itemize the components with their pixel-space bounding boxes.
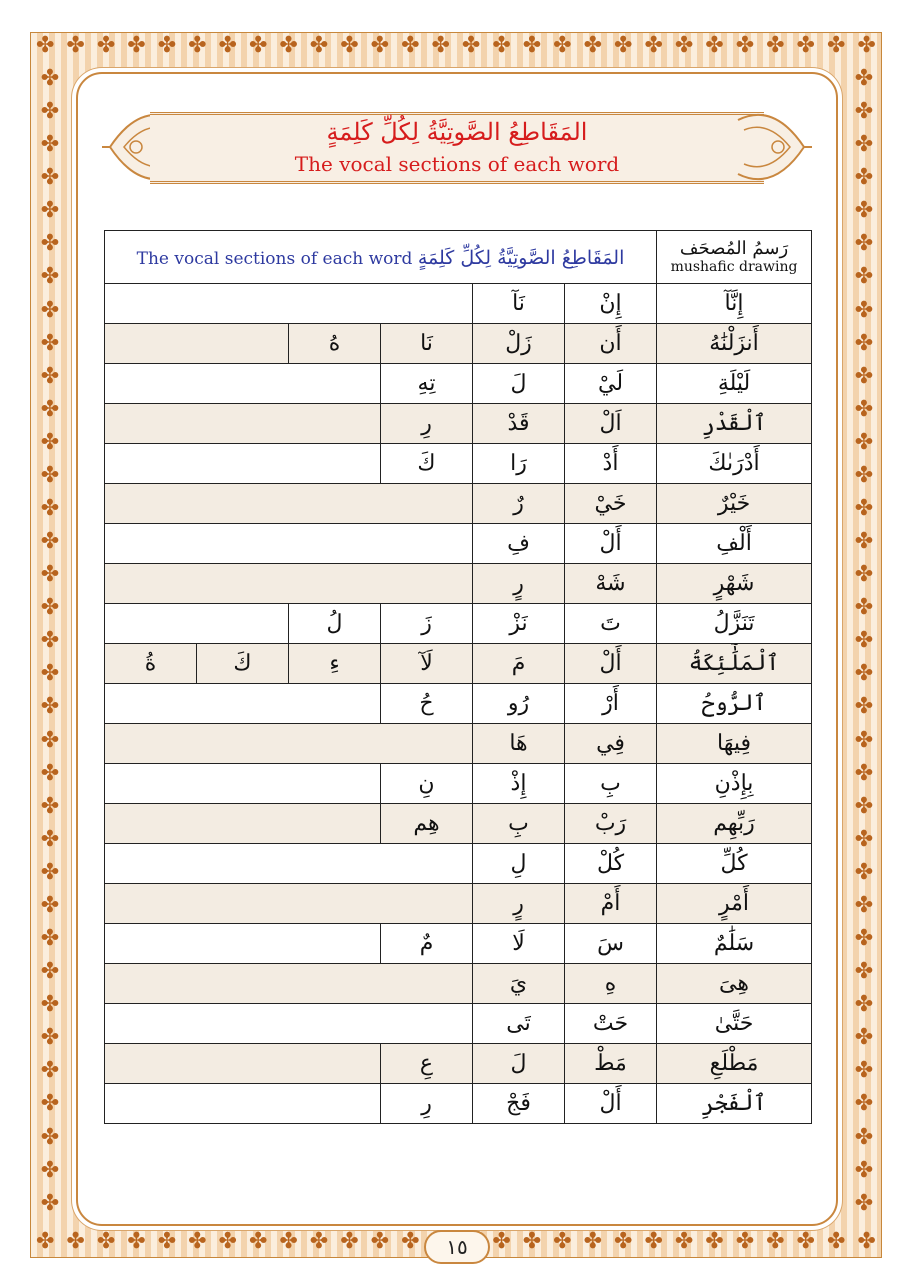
empty-cell bbox=[105, 1004, 473, 1044]
syllable-cell: فِي bbox=[565, 724, 657, 764]
syllable-cell: رٍ bbox=[473, 564, 565, 604]
table-row bbox=[105, 1044, 812, 1084]
table-row bbox=[105, 604, 812, 644]
table-row bbox=[105, 724, 812, 764]
table-row bbox=[105, 324, 812, 364]
table-row bbox=[105, 844, 812, 884]
syllable-cell: بِ bbox=[565, 764, 657, 804]
syllable-cell: رٌ bbox=[473, 484, 565, 524]
mushaf-word-cell: مَطْلَعِ bbox=[657, 1044, 812, 1084]
empty-cell bbox=[105, 364, 381, 404]
cartouche-ornament-right bbox=[736, 100, 814, 194]
syllable-cell: حُ bbox=[381, 684, 473, 724]
table-row bbox=[105, 964, 812, 1004]
table-row bbox=[105, 444, 812, 484]
mushaf-word-cell: إِنَّآ bbox=[657, 284, 812, 324]
table-header-row bbox=[105, 231, 812, 284]
syllable-cell: كُلْ bbox=[565, 844, 657, 884]
syllable-cell: أَلْ bbox=[565, 524, 657, 564]
mushaf-word-cell: ٱلْمَلَٰٓئِكَةُ bbox=[657, 644, 812, 684]
empty-cell bbox=[105, 284, 473, 324]
syllable-cell: لِ bbox=[473, 844, 565, 884]
border-ornament-top: ✤ ✤ ✤ ✤ ✤ ✤ ✤ ✤ ✤ ✤ ✤ ✤ ✤ ✤ ✤ ✤ ✤ ✤ ✤ ✤ ✤ ✤ ✤ ✤ ✤ ✤ ✤ ✤ bbox=[36, 33, 876, 58]
table-row bbox=[105, 644, 812, 684]
syllable-cell: تِهِ bbox=[381, 364, 473, 404]
empty-cell bbox=[105, 564, 473, 604]
empty-cell bbox=[105, 804, 381, 844]
empty-cell bbox=[105, 724, 473, 764]
mushaf-word-cell: أَنزَلْنَٰهُ bbox=[657, 324, 812, 364]
syllable-cell: رُو bbox=[473, 684, 565, 724]
mushaf-word-cell: تَنَزَّلُ bbox=[657, 604, 812, 644]
syllable-cell: زَلْ bbox=[473, 324, 565, 364]
syllable-cell: لَا bbox=[473, 924, 565, 964]
mushaf-word-cell: أَمْرٍ bbox=[657, 884, 812, 924]
empty-cell bbox=[105, 684, 381, 724]
syllable-cell: هُ bbox=[289, 324, 381, 364]
mushaf-word-cell: بِإِذْنِ bbox=[657, 764, 812, 804]
header-sections-english: The vocal sections of each word bbox=[136, 248, 413, 269]
syllable-cell: أَلْ bbox=[565, 644, 657, 684]
empty-cell bbox=[105, 484, 473, 524]
header-sections bbox=[105, 231, 657, 284]
empty-cell bbox=[105, 844, 473, 884]
syllable-cell: رٍ bbox=[473, 884, 565, 924]
syllable-cell: سَ bbox=[565, 924, 657, 964]
mushaf-word-cell: شَهْرٍ bbox=[657, 564, 812, 604]
syllable-cell: عِ bbox=[381, 1044, 473, 1084]
syllable-cell: فِ bbox=[473, 524, 565, 564]
table-row bbox=[105, 564, 812, 604]
empty-cell bbox=[105, 404, 381, 444]
empty-cell bbox=[105, 1044, 381, 1084]
mushaf-word-cell: ٱلْفَجْرِ bbox=[657, 1084, 812, 1124]
mushaf-word-cell: هِىَ bbox=[657, 964, 812, 1004]
empty-cell bbox=[105, 884, 473, 924]
mushaf-word-cell: حَتَّىٰ bbox=[657, 1004, 812, 1044]
syllable-cell: ةُ bbox=[105, 644, 197, 684]
syllable-cell: هِ bbox=[565, 964, 657, 1004]
syllable-cell: هِم bbox=[381, 804, 473, 844]
syllable-cell: نَآ bbox=[473, 284, 565, 324]
syllable-cell: مَ bbox=[473, 644, 565, 684]
table-row bbox=[105, 484, 812, 524]
header-sections-arabic: المَقَاطِعُ الصَّوتِيَّةُ لِكُلِّ كَلِمَةٍ bbox=[417, 246, 625, 269]
empty-cell bbox=[105, 324, 289, 364]
table-row bbox=[105, 804, 812, 844]
empty-cell bbox=[105, 444, 381, 484]
table-row bbox=[105, 364, 812, 404]
table-row bbox=[105, 684, 812, 724]
border-ornament-right: ✤ ✤ ✤ ✤ ✤ ✤ ✤ ✤ ✤ ✤ ✤ ✤ ✤ ✤ ✤ ✤ ✤ ✤ ✤ ✤ ✤ ✤ ✤ ✤ ✤ ✤ ✤ ✤ ✤ ✤ ✤ ✤ ✤ ✤ ✤ bbox=[854, 66, 874, 1216]
syllable-cell: رَا bbox=[473, 444, 565, 484]
mushaf-word-cell: فِيهَا bbox=[657, 724, 812, 764]
syllable-cell: لَيْ bbox=[565, 364, 657, 404]
empty-cell bbox=[105, 764, 381, 804]
table-row bbox=[105, 1004, 812, 1044]
syllable-cell: رِ bbox=[381, 1084, 473, 1124]
table-row bbox=[105, 1084, 812, 1124]
syllable-cell: إِذْ bbox=[473, 764, 565, 804]
syllable-cell: تَ bbox=[565, 604, 657, 644]
syllable-cell: لَ bbox=[473, 364, 565, 404]
syllable-cell: أَن bbox=[565, 324, 657, 364]
syllable-cell: نَزْ bbox=[473, 604, 565, 644]
syllable-cell: كَ bbox=[381, 444, 473, 484]
page-title-english: The vocal sections of each word bbox=[294, 152, 620, 176]
vocal-sections-table bbox=[104, 230, 812, 1124]
syllable-cell: إِنْ bbox=[565, 284, 657, 324]
header-mushaf bbox=[657, 231, 812, 284]
syllable-cell: لَآ bbox=[381, 644, 473, 684]
syllable-cell: حَتْ bbox=[565, 1004, 657, 1044]
syllable-cell: هَا bbox=[473, 724, 565, 764]
empty-cell bbox=[105, 964, 473, 1004]
mushaf-word-cell: لَيْلَةِ bbox=[657, 364, 812, 404]
syllable-cell: رِ bbox=[381, 404, 473, 444]
syllable-cell: رَبْ bbox=[565, 804, 657, 844]
syllable-cell: نِ bbox=[381, 764, 473, 804]
page-title-arabic: المَقَاطِعُ الصَّوتِيَّةُ لِكُلِّ كَلِمَةٍ bbox=[326, 118, 588, 146]
mushaf-word-cell: ٱلْقَدْرِ bbox=[657, 404, 812, 444]
table-row bbox=[105, 524, 812, 564]
syllable-cell: لَ bbox=[473, 1044, 565, 1084]
syllable-cell: فَجْ bbox=[473, 1084, 565, 1124]
mushaf-word-cell: كُلِّ bbox=[657, 844, 812, 884]
syllable-cell: أَدْ bbox=[565, 444, 657, 484]
page-number: ١٥ bbox=[424, 1230, 490, 1264]
mushaf-word-cell: أَلْفِ bbox=[657, 524, 812, 564]
syllable-cell: كَ bbox=[197, 644, 289, 684]
syllable-cell: يَ bbox=[473, 964, 565, 1004]
syllable-cell: تَى bbox=[473, 1004, 565, 1044]
syllable-cell: زَ bbox=[381, 604, 473, 644]
table-row bbox=[105, 284, 812, 324]
syllable-cell: ءِ bbox=[289, 644, 381, 684]
syllable-cell: أَرْ bbox=[565, 684, 657, 724]
table-row bbox=[105, 404, 812, 444]
empty-cell bbox=[105, 924, 381, 964]
border-ornament-bottom: ✤ ✤ ✤ ✤ ✤ ✤ ✤ ✤ ✤ ✤ ✤ ✤ ✤ ✤ ✤ ✤ ✤ ✤ ✤ ✤ ✤ ✤ ✤ ✤ ✤ ✤ bbox=[36, 1229, 876, 1254]
empty-cell bbox=[105, 524, 473, 564]
mushaf-word-cell: ٱلرُّوحُ bbox=[657, 684, 812, 724]
mushaf-word-cell: خَيْرٌ bbox=[657, 484, 812, 524]
header-mushaf-arabic: رَسمُ المُصحَف bbox=[679, 238, 789, 259]
syllable-cell: خَيْ bbox=[565, 484, 657, 524]
syllable-cell: بِ bbox=[473, 804, 565, 844]
syllable-cell: اَلْ bbox=[565, 404, 657, 444]
mushaf-word-cell: رَبِّهِم bbox=[657, 804, 812, 844]
syllable-cell: نَا bbox=[381, 324, 473, 364]
syllable-cell: قَدْ bbox=[473, 404, 565, 444]
table-row bbox=[105, 764, 812, 804]
syllable-cell: شَهْ bbox=[565, 564, 657, 604]
syllable-cell: مٌ bbox=[381, 924, 473, 964]
syllable-cell: مَطْ bbox=[565, 1044, 657, 1084]
syllable-cell: لُ bbox=[289, 604, 381, 644]
empty-cell bbox=[105, 1084, 381, 1124]
empty-cell bbox=[105, 604, 289, 644]
table-row bbox=[105, 924, 812, 964]
border-ornament-left: ✤ ✤ ✤ ✤ ✤ ✤ ✤ ✤ ✤ ✤ ✤ ✤ ✤ ✤ ✤ ✤ ✤ ✤ ✤ ✤ ✤ ✤ ✤ ✤ ✤ ✤ ✤ ✤ ✤ ✤ ✤ ✤ ✤ ✤ ✤ bbox=[40, 66, 60, 1216]
mushaf-word-cell: سَلَٰمٌ bbox=[657, 924, 812, 964]
mushaf-word-cell: أَدْرَىٰكَ bbox=[657, 444, 812, 484]
table-row bbox=[105, 884, 812, 924]
header-mushaf-english: mushafic drawing bbox=[670, 259, 798, 275]
syllable-cell: أَلْ bbox=[565, 1084, 657, 1124]
syllable-cell: أَمْ bbox=[565, 884, 657, 924]
title-cartouche bbox=[100, 96, 814, 198]
